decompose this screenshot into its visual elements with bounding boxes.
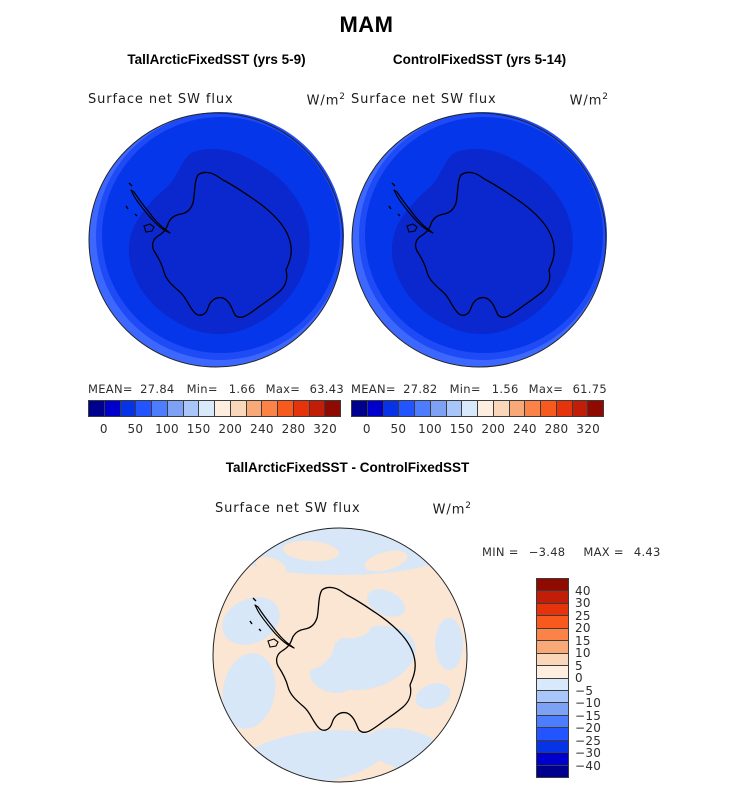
min-value: −3.48	[528, 545, 566, 559]
colorbar-tick-label: 100	[418, 422, 442, 436]
min-label: Min=	[449, 382, 481, 396]
colorbar-cell	[536, 752, 569, 765]
colorbar-tick-label: 5	[575, 658, 583, 673]
colorbar-cell	[198, 400, 215, 417]
colorbar-tick-label: 150	[186, 422, 211, 436]
colorbar-cell	[167, 400, 184, 417]
mean-value: 27.84	[140, 382, 175, 396]
max-value: 63.43	[309, 382, 344, 396]
colorbar-tick-label: −10	[575, 696, 602, 710]
colorbar-cell	[277, 400, 294, 417]
min-value: 1.56	[491, 382, 519, 396]
units-label: $W/m^2$	[432, 501, 471, 518]
colorbar-tick-label: −20	[575, 721, 602, 735]
panel-tallarctic	[86, 52, 347, 446]
field-label: Surface net SW flux	[351, 92, 497, 107]
colorbar-cell	[540, 400, 557, 417]
antarctica-map-difference	[211, 526, 469, 784]
panel-control-title: ControlFixedSST (yrs 5-14)	[392, 52, 567, 67]
antarctica-map-tallarctic	[87, 111, 345, 369]
colorbar-horizontal	[351, 400, 604, 417]
colorbar-tick-label: −30	[575, 746, 602, 760]
difference-label-row	[215, 501, 471, 517]
difference-title: TallArcticFixedSST - ControlFixedSST	[225, 460, 470, 475]
colorbar-tick-label: 200	[218, 422, 243, 436]
colorbar-tick-label: 0	[99, 422, 108, 436]
panel-tallarctic-title: TallArcticFixedSST (yrs 5-9)	[127, 52, 306, 67]
colorbar-cell	[367, 400, 384, 417]
units-label: $W/m^2$	[569, 92, 608, 109]
colorbar-tick-label: −5	[575, 683, 594, 698]
colorbar-cell	[536, 715, 569, 728]
colorbar-cell	[446, 400, 463, 417]
field-label: Surface net SW flux	[88, 92, 234, 107]
season-title: MAM	[339, 12, 394, 37]
colorbar-cell	[214, 400, 231, 417]
colorbar-tick-label: 20	[575, 621, 591, 635]
colorbar-tick-label: 200	[481, 422, 506, 436]
panel-control	[349, 52, 610, 446]
min-label: Min=	[186, 382, 218, 396]
colorbar-cell	[536, 578, 569, 591]
colorbar-cell	[493, 400, 510, 417]
colorbar-cell	[135, 400, 152, 417]
antarctica-map-svg	[87, 111, 345, 369]
antarctica-map-control	[350, 111, 608, 369]
max-label: MAX =	[583, 545, 624, 559]
colorbar-tick-label: 10	[575, 646, 591, 660]
colorbar-vertical-tick-labels	[575, 578, 619, 778]
colorbar-cell	[104, 400, 121, 417]
colorbar-cell	[536, 665, 569, 678]
colorbar-cell	[309, 400, 326, 417]
colorbar-tick-label: 30	[575, 596, 591, 610]
colorbar-cell	[572, 400, 589, 417]
colorbar-cell	[151, 400, 168, 417]
units-label: $W/m^2$	[306, 92, 345, 109]
colorbar-tick-label: 15	[575, 633, 591, 648]
colorbar-cell	[324, 400, 341, 417]
colorbar-cell	[230, 400, 247, 417]
colorbar-tick-label: 280	[544, 422, 569, 436]
colorbar-cell	[536, 590, 569, 603]
colorbar-tick-label: 0	[362, 422, 371, 436]
max-value: 4.43	[633, 545, 661, 559]
colorbar-tick-label: 240	[513, 422, 537, 436]
colorbar-cell	[461, 400, 478, 417]
stats-row	[88, 382, 344, 396]
colorbar-cell	[430, 400, 447, 417]
colorbar-tick-label: −40	[575, 758, 602, 773]
colorbar-cell	[477, 400, 494, 417]
colorbar-tick-label: 150	[449, 422, 474, 436]
colorbar-cell	[120, 400, 137, 417]
mean-label: MEAN=	[351, 382, 396, 396]
antarctica-map-svg	[350, 111, 608, 369]
colorbar-cell	[587, 400, 604, 417]
colorbar-cell	[536, 653, 569, 666]
colorbar-horizontal	[88, 400, 341, 417]
colorbar-cell	[261, 400, 278, 417]
colorbar-cell	[536, 603, 569, 616]
colorbar-cell	[88, 400, 105, 417]
max-label: Max=	[528, 382, 564, 396]
colorbar-cell	[536, 678, 569, 691]
field-label: Surface net SW flux	[215, 501, 361, 516]
colorbar-cell	[293, 400, 310, 417]
colorbar-cell	[524, 400, 541, 417]
colorbar-cell	[536, 628, 569, 641]
colorbar-tick-label: 320	[313, 422, 338, 436]
colorbar-tick-label: 40	[575, 583, 591, 598]
colorbar-cell	[536, 702, 569, 715]
difference-stats	[482, 545, 661, 559]
colorbar-cell	[536, 765, 569, 778]
colorbar-cell	[509, 400, 526, 417]
min-value: 1.66	[228, 382, 256, 396]
max-value: 61.75	[572, 382, 607, 396]
colorbar-cell	[183, 400, 200, 417]
colorbar-cell	[556, 400, 573, 417]
colorbar-tick-labels	[88, 422, 341, 437]
colorbar-tick-label: 25	[575, 608, 591, 623]
colorbar-cell	[383, 400, 400, 417]
colorbar-tick-label: 50	[390, 422, 407, 436]
colorbar-cell	[398, 400, 415, 417]
colorbar-tick-label: 50	[127, 422, 144, 436]
min-label: MIN =	[482, 545, 519, 559]
max-label: Max=	[265, 382, 301, 396]
colorbar-tick-label: 100	[155, 422, 179, 436]
colorbar-tick-label: −15	[575, 708, 602, 723]
stats-row	[351, 382, 607, 396]
colorbar-cell	[536, 727, 569, 740]
colorbar-cell	[536, 740, 569, 753]
colorbar-vertical	[536, 578, 569, 778]
colorbar-cell	[536, 690, 569, 703]
mean-value: 27.82	[403, 382, 438, 396]
colorbar-tick-label: 0	[575, 671, 583, 685]
colorbar-tick-labels	[351, 422, 604, 437]
colorbar-tick-label: 240	[250, 422, 274, 436]
colorbar-cell	[414, 400, 431, 417]
colorbar-tick-label: 320	[576, 422, 601, 436]
colorbar-cell	[536, 615, 569, 628]
colorbar-cell	[351, 400, 368, 417]
colorbar-tick-label: 280	[281, 422, 306, 436]
panel-tallarctic-label-row	[88, 92, 345, 108]
colorbar-cell	[536, 640, 569, 653]
mean-label: MEAN=	[88, 382, 133, 396]
panel-control-label-row	[351, 92, 608, 108]
colorbar-cell	[246, 400, 263, 417]
antarctica-diff-map-svg	[211, 526, 469, 784]
colorbar-tick-label: −25	[575, 733, 602, 748]
